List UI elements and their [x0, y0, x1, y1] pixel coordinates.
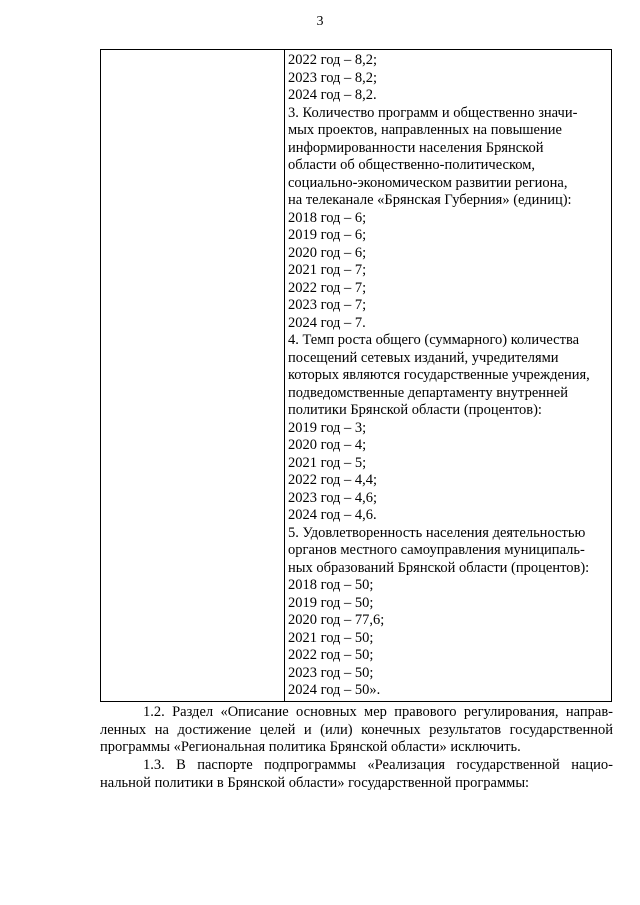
table-line: подведомственные департаменту внутренней: [288, 384, 568, 401]
table-line: 4. Темп роста общего (суммарного) количества: [288, 332, 580, 348]
table-line: 2024 год – 7.: [288, 314, 366, 331]
table-line: 2023 год – 8,2;: [288, 69, 378, 86]
table-line: 2018 год – 50;: [288, 577, 374, 593]
paragraph-line: программы «Региональная политика Брянской области» исключить.: [100, 739, 521, 755]
table-line: органов местного самоуправления муниципаль-: [288, 542, 585, 558]
table-line: 2023 год – 4,6;: [288, 489, 378, 506]
table-line: 2022 год – 8,2;: [288, 52, 378, 68]
table-line: 2021 год – 7;: [288, 262, 367, 278]
paragraph-1-3: [100, 757, 613, 792]
table-line: социально-экономическом развитии региона,: [288, 174, 568, 191]
table-line: 2024 год – 4,6.: [288, 507, 377, 523]
table-line: 2020 год – 6;: [288, 244, 367, 261]
page-number: 3: [316, 14, 324, 29]
table-line: ных образований Брянской области (процентов):: [288, 559, 590, 576]
table-line: 3. Количество программ и общественно значи-: [288, 104, 578, 121]
table-line: 2024 год – 8,2.: [288, 87, 377, 103]
table-line: области об общественно-политическом,: [288, 157, 536, 173]
paragraph-line: ленных на достижение целей и (или) конечных результатов государственной: [100, 721, 613, 738]
paragraph-line: 1.3. В паспорте подпрограммы «Реализация государственной нацио-: [143, 757, 613, 773]
table-right-cell: [285, 50, 611, 701]
table-line: 2023 год – 50;: [288, 664, 374, 681]
paragraph-line: нальной политики в Брянской области» государственной программы:: [100, 774, 530, 791]
table-line: 2020 год – 77,6;: [288, 612, 385, 628]
table-line: 2022 год – 4,4;: [288, 472, 378, 488]
table-line: 2020 год – 4;: [288, 437, 367, 453]
table-line: 2021 год – 50;: [288, 629, 374, 646]
table-line: 2022 год – 50;: [288, 647, 374, 663]
table-line: 2024 год – 50».: [288, 682, 381, 698]
table-line: 2018 год – 6;: [288, 209, 367, 226]
table-line: 2019 год – 3;: [288, 419, 367, 436]
table-line: информированности населения Брянской: [288, 139, 544, 156]
paragraph-1-2: [100, 704, 613, 757]
table-line: на телеканале «Брянская Губерния» (единиц):: [288, 192, 572, 208]
table-line: 2019 год – 50;: [288, 594, 374, 611]
table-line: 2021 год – 5;: [288, 454, 367, 471]
table-line: 2022 год – 7;: [288, 279, 367, 296]
table-line: политики Брянской области (процентов):: [288, 402, 542, 418]
paragraph-line: 1.2. Раздел «Описание основных мер правового регулирования, направ-: [143, 704, 613, 720]
table-line: посещений сетевых изданий, учредителями: [288, 349, 559, 366]
table-left-cell: [101, 50, 285, 701]
table-line: мых проектов, направленных на повышение: [288, 122, 562, 138]
table-line: 2023 год – 7;: [288, 297, 367, 313]
indicator-table: [100, 49, 612, 702]
table-line: которых являются государственные учреждения,: [288, 367, 590, 383]
table-line: 2019 год – 6;: [288, 227, 367, 243]
table-line: 5. Удовлетворенность населения деятельностью: [288, 524, 586, 541]
